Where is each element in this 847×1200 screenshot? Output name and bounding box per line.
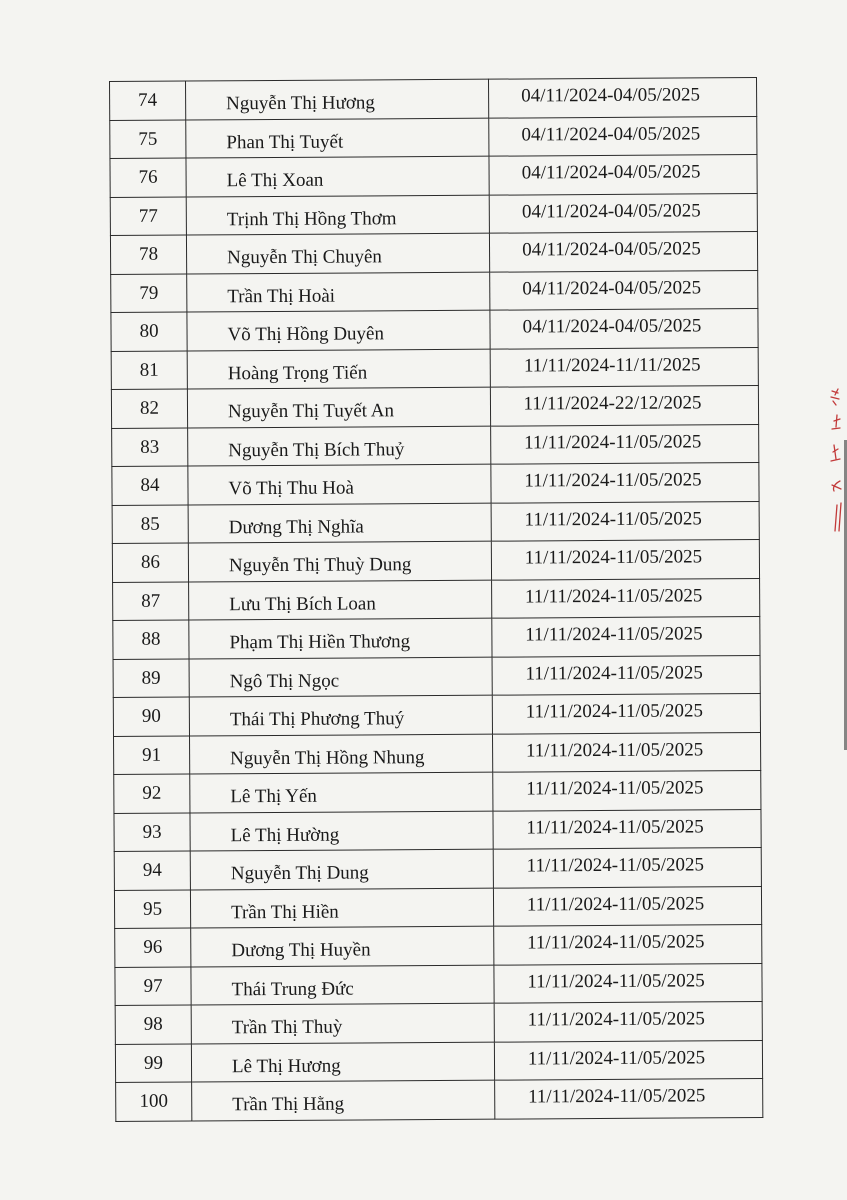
period-cell: [491, 501, 759, 541]
period-cell: [492, 578, 760, 618]
contract-period: 11/11/2024-11/05/2025: [527, 1047, 706, 1070]
row-number-cell: [110, 158, 186, 197]
employee-name: Lê Thị Hương: [231, 1055, 341, 1078]
contract-period: 11/11/2024-11/05/2025: [524, 469, 702, 492]
employee-name: Lưu Thị Bích Loan: [229, 593, 376, 616]
contract-period: 11/11/2024-11/05/2025: [526, 777, 704, 800]
row-number: 86: [140, 551, 161, 574]
table-row: [115, 1002, 762, 1044]
row-number-cell: [111, 389, 187, 428]
name-cell: [187, 272, 490, 312]
period-cell: [490, 309, 758, 349]
row-number-cell: [110, 120, 186, 159]
name-cell: [188, 503, 491, 543]
row-number: 100: [139, 1090, 169, 1113]
period-cell: [494, 1002, 762, 1042]
contract-period: 11/11/2024-11/05/2025: [526, 816, 704, 839]
employee-name: Nguyễn Thị Bích Thuỷ: [228, 438, 405, 462]
period-cell: [494, 925, 762, 965]
contract-period: 11/11/2024-11/05/2025: [525, 662, 703, 685]
row-number-cell: [115, 928, 191, 967]
employee-name: Dương Thị Huyền: [231, 939, 371, 962]
period-cell: [495, 1079, 763, 1119]
table-row: [112, 540, 759, 582]
name-cell: [189, 657, 492, 697]
contract-period: 11/11/2024-11/05/2025: [524, 585, 703, 608]
row-number-cell: [114, 851, 190, 890]
table-row: [113, 617, 760, 659]
period-cell: [493, 886, 761, 926]
name-cell: [191, 1003, 494, 1043]
name-cell: [190, 811, 493, 851]
contract-period: 11/11/2024-11/05/2025: [527, 970, 705, 993]
period-cell: [489, 155, 757, 195]
row-number: 81: [139, 359, 159, 381]
contract-period: 11/11/2024-11/05/2025: [527, 1008, 705, 1031]
row-number-cell: [110, 235, 186, 274]
name-cell: [186, 118, 489, 158]
row-number: 80: [139, 320, 159, 343]
name-cell: [187, 387, 490, 427]
row-number: 94: [142, 859, 162, 882]
name-cell: [191, 965, 494, 1005]
period-cell: [494, 1040, 762, 1080]
name-cell: [191, 926, 494, 966]
period-cell: [490, 386, 758, 426]
name-cell: [188, 426, 491, 466]
employee-name: Trần Thị Hằng: [232, 1093, 345, 1116]
name-cell: [188, 464, 491, 504]
row-number-cell: [112, 505, 188, 544]
employee-name: Phạm Thị Hiền Thương: [229, 631, 411, 654]
row-number: 95: [142, 898, 163, 920]
row-number-cell: [111, 274, 187, 313]
employee-name: Ngô Thị Ngọc: [229, 670, 340, 693]
employee-name: Võ Thị Thu Hoà: [228, 477, 354, 500]
period-cell: [493, 771, 761, 811]
name-cell: [189, 734, 492, 774]
name-cell: [186, 156, 489, 196]
name-cell: [189, 618, 492, 658]
row-number-cell: [112, 466, 188, 505]
employee-name: Lê Thị Hường: [230, 824, 340, 847]
period-cell: [492, 655, 760, 695]
contract-period: 11/11/2024-11/05/2025: [527, 931, 705, 954]
row-number: 96: [143, 936, 163, 959]
row-number: 97: [143, 975, 163, 997]
period-cell: [488, 78, 756, 118]
contract-period: 11/11/2024-11/05/2025: [526, 854, 705, 877]
row-number-cell: [116, 1082, 192, 1121]
row-number-cell: [111, 312, 187, 351]
table-row: [112, 424, 759, 466]
row-number: 93: [142, 821, 162, 843]
name-cell: [192, 1080, 495, 1120]
employee-name: Trịnh Thị Hồng Thơm: [226, 207, 397, 231]
row-number: 91: [142, 744, 162, 766]
handwritten-margin-mark: [818, 385, 846, 535]
table-row: [111, 347, 758, 389]
row-number: 74: [138, 89, 158, 112]
period-cell: [492, 617, 760, 657]
contract-period: 11/11/2024-11/11/2025: [523, 354, 701, 377]
row-number-cell: [113, 582, 189, 621]
period-cell: [491, 540, 759, 580]
contract-period: 11/11/2024-11/05/2025: [525, 700, 704, 723]
employee-name: Trần Thị Hoài: [227, 285, 336, 308]
name-cell: [186, 233, 489, 273]
contract-period: 11/11/2024-11/05/2025: [527, 1085, 706, 1108]
contract-period: 11/11/2024-22/12/2025: [523, 392, 702, 415]
period-cell: [490, 347, 758, 387]
row-number: 79: [139, 282, 159, 304]
table-row: [110, 78, 757, 120]
name-cell: [188, 541, 491, 581]
table-row: [115, 925, 762, 967]
table-row: [115, 1040, 762, 1082]
row-number: 75: [138, 128, 158, 150]
name-cell: [190, 772, 493, 812]
table-row: [114, 771, 761, 813]
name-cell: [190, 888, 493, 928]
employee-name: Nguyễn Thị Hồng Nhung: [230, 746, 425, 770]
table-row: [111, 270, 758, 312]
period-cell: [494, 963, 762, 1003]
row-number-cell: [112, 543, 188, 582]
row-number: 82: [139, 397, 160, 420]
employee-name: Phan Thị Tuyết: [226, 131, 344, 154]
name-cell: [186, 79, 489, 119]
employee-name: Hoàng Trọng Tiến: [227, 362, 368, 385]
employee-name: Nguyễn Thị Hương: [226, 92, 375, 115]
table-row: [110, 155, 757, 197]
contract-period: 11/11/2024-11/05/2025: [525, 623, 703, 646]
table-row: [110, 232, 757, 274]
table-row: [113, 655, 760, 697]
row-number-cell: [113, 697, 189, 736]
employee-name: Dương Thị Nghĩa: [228, 516, 364, 539]
row-number-cell: [115, 1005, 191, 1044]
period-cell: [489, 193, 757, 233]
period-cell: [493, 848, 761, 888]
table-row: [110, 116, 757, 158]
period-cell: [492, 694, 760, 734]
row-number-cell: [115, 967, 191, 1006]
period-cell: [489, 232, 757, 272]
row-number: 87: [141, 590, 161, 612]
row-number: 90: [141, 705, 161, 728]
contract-period: 11/11/2024-11/05/2025: [524, 508, 702, 531]
row-number: 78: [138, 243, 159, 266]
row-number: 76: [138, 166, 158, 189]
table-row: [112, 501, 759, 543]
employee-name: Trần Thị Thuỳ: [231, 1016, 343, 1039]
contract-period: 11/11/2024-11/05/2025: [523, 431, 702, 454]
contract-period: 04/11/2024-04/05/2025: [522, 238, 701, 261]
employee-name: Thái Trung Đức: [231, 978, 354, 1001]
table-row: [112, 463, 759, 505]
name-cell: [186, 195, 489, 235]
contract-period: 04/11/2024-04/05/2025: [522, 315, 702, 338]
row-number: 83: [140, 436, 160, 458]
contract-period: 04/11/2024-04/05/2025: [521, 84, 701, 107]
period-cell: [491, 463, 759, 503]
employee-name: Nguyễn Thị Chuyên: [227, 246, 382, 269]
employee-name: Thái Thị Phương Thuý: [229, 708, 405, 731]
table-row: [114, 809, 761, 851]
employee-name: Nguyễn Thị Tuyết An: [227, 400, 395, 423]
contract-period: 11/11/2024-11/05/2025: [526, 893, 705, 916]
table-row: [111, 386, 758, 428]
contract-period: 04/11/2024-04/05/2025: [522, 277, 702, 300]
row-number: 92: [142, 782, 162, 805]
row-number: 89: [141, 667, 161, 689]
row-number-cell: [113, 620, 189, 659]
table-row: [111, 309, 758, 351]
employee-name: Lê Thị Yến: [230, 785, 317, 808]
row-number-cell: [113, 659, 189, 698]
row-number: 84: [140, 474, 160, 497]
period-cell: [492, 732, 760, 772]
employee-table-body: [110, 78, 763, 1121]
row-number-cell: [114, 813, 190, 852]
table-row: [110, 193, 757, 235]
contract-period: 04/11/2024-04/05/2025: [521, 123, 701, 146]
contract-period: 04/11/2024-04/05/2025: [521, 161, 701, 184]
contract-period: 04/11/2024-04/05/2025: [521, 200, 701, 223]
row-number-cell: [115, 1044, 191, 1083]
row-number: 88: [141, 628, 161, 651]
employee-name: Nguyễn Thị Dung: [230, 862, 369, 885]
row-number-cell: [114, 736, 190, 775]
row-number-cell: [110, 81, 186, 120]
name-cell: [190, 849, 493, 889]
table-row: [113, 578, 760, 620]
employee-name: Võ Thị Hồng Duyên: [227, 323, 385, 346]
employee-name: Nguyễn Thị Thuỳ Dung: [228, 554, 412, 577]
row-number-cell: [114, 774, 190, 813]
name-cell: [189, 695, 492, 735]
table-row: [114, 732, 761, 774]
row-number: 99: [143, 1052, 164, 1074]
row-number-cell: [110, 197, 186, 236]
contract-period: 11/11/2024-11/05/2025: [525, 739, 704, 762]
employee-name: Lê Thị Xoan: [226, 169, 324, 192]
name-cell: [191, 1042, 494, 1082]
table-row: [114, 848, 761, 890]
period-cell: [491, 424, 759, 464]
name-cell: [189, 580, 492, 620]
period-cell: [490, 270, 758, 310]
row-number-cell: [112, 428, 188, 467]
name-cell: [187, 349, 490, 389]
table-row: [116, 1079, 763, 1121]
employee-name: Trần Thị Hiền: [231, 901, 339, 924]
row-number-cell: [111, 351, 187, 390]
row-number: 77: [138, 205, 158, 227]
table-row: [115, 963, 762, 1005]
row-number-cell: [114, 890, 190, 929]
row-number: 85: [140, 513, 160, 535]
period-cell: [489, 116, 757, 156]
period-cell: [493, 809, 761, 849]
contract-period: 11/11/2024-11/05/2025: [524, 546, 703, 569]
employee-table: [109, 77, 763, 1121]
table-row: [113, 694, 760, 736]
name-cell: [187, 310, 490, 350]
table-row: [114, 886, 761, 928]
row-number: 98: [143, 1013, 163, 1036]
